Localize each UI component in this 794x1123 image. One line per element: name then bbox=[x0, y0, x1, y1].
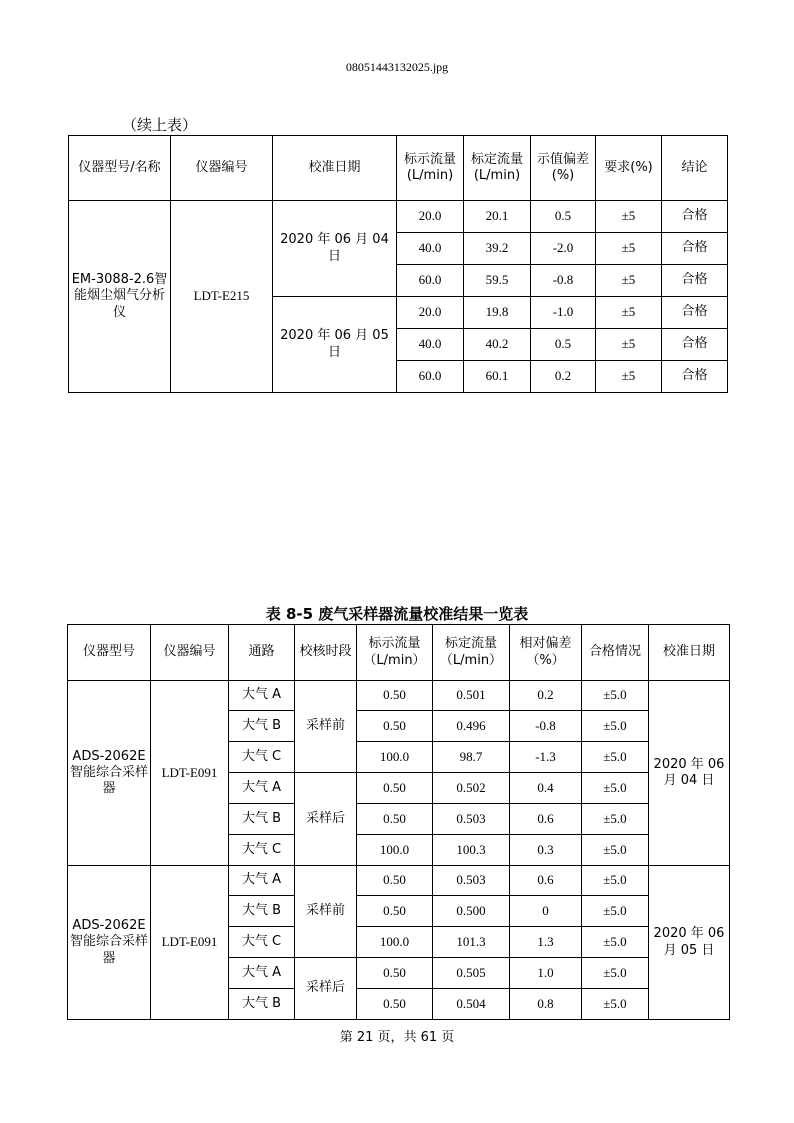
table-cell: 0.6 bbox=[510, 866, 582, 896]
t2-header-cell: 校核时段 bbox=[295, 625, 357, 681]
table-cell: 20.0 bbox=[397, 297, 464, 329]
table-cell: 0.502 bbox=[433, 773, 510, 804]
t1-header-cell: 仪器编号 bbox=[171, 136, 273, 201]
table-cell: 大气 B bbox=[229, 896, 295, 927]
table-cell: 40.2 bbox=[464, 329, 531, 361]
table-cell: 0 bbox=[510, 896, 582, 927]
instrument-model: EM-3088-2.6智能烟尘烟气分析仪 bbox=[69, 201, 171, 393]
t1-header-cell: 结论 bbox=[662, 136, 728, 201]
table-cell: -2.0 bbox=[531, 233, 596, 265]
table-cell: 大气 A bbox=[229, 681, 295, 711]
instrument-model: ADS-2062E智能综合采样器 bbox=[68, 681, 151, 866]
table-cell: 40.0 bbox=[397, 233, 464, 265]
page-footer: 第 21 页，共 61 页 bbox=[339, 1030, 455, 1045]
table-cell: 大气 A bbox=[229, 958, 295, 989]
table-cell: 合格 bbox=[662, 201, 728, 233]
table-cell: 0.501 bbox=[433, 681, 510, 711]
table-cell: ±5 bbox=[596, 361, 662, 393]
table-cell: ±5 bbox=[596, 329, 662, 361]
table-cell: ±5.0 bbox=[582, 927, 649, 958]
table-cell: 0.500 bbox=[433, 896, 510, 927]
table2-title: 表 8-5 废气采样器流量校准结果一览表 bbox=[265, 605, 529, 623]
table1-header-row bbox=[69, 136, 728, 201]
table-cell: 0.3 bbox=[510, 835, 582, 866]
table-cell: 大气 B bbox=[229, 804, 295, 835]
table-cell: 1.3 bbox=[510, 927, 582, 958]
calibration-date: 2020 年 06 月 05 日 bbox=[273, 297, 397, 393]
table-cell: -1.0 bbox=[531, 297, 596, 329]
t1-header-cell: 示值偏差(%) bbox=[531, 136, 596, 201]
t2-header-cell: 相对偏差（%） bbox=[510, 625, 582, 681]
calibration-date: 2020 年 06 月 05 日 bbox=[649, 866, 730, 1020]
t1-header-cell: 要求(%) bbox=[596, 136, 662, 201]
table-cell: 60.0 bbox=[397, 265, 464, 297]
table-cell: -0.8 bbox=[531, 265, 596, 297]
table2-header-row bbox=[68, 625, 730, 681]
table-cell: 大气 A bbox=[229, 773, 295, 804]
table-cell: 大气 C bbox=[229, 835, 295, 866]
table-cell: 大气 B bbox=[229, 711, 295, 742]
table-cell: 0.6 bbox=[510, 804, 582, 835]
table-cell: ±5 bbox=[596, 297, 662, 329]
instrument-calibration-table bbox=[68, 135, 728, 393]
table-cell: 大气 B bbox=[229, 989, 295, 1020]
table-cell: 大气 C bbox=[229, 742, 295, 773]
t2-header-cell: 标定流量（L/min） bbox=[433, 625, 510, 681]
table-cell: 0.5 bbox=[531, 201, 596, 233]
table-cell: 0.503 bbox=[433, 804, 510, 835]
table-cell: 0.8 bbox=[510, 989, 582, 1020]
t2-header-cell: 标示流量（L/min） bbox=[357, 625, 433, 681]
table-cell: 0.503 bbox=[433, 866, 510, 896]
table-cell: 合格 bbox=[662, 361, 728, 393]
table-cell: 100.0 bbox=[357, 927, 433, 958]
table-cell: 0.50 bbox=[357, 804, 433, 835]
table-cell: 合格 bbox=[662, 233, 728, 265]
table-cell: 60.0 bbox=[397, 361, 464, 393]
t1-header-cell: 仪器型号/名称 bbox=[69, 136, 171, 201]
table-cell: 60.1 bbox=[464, 361, 531, 393]
table-cell: 1.0 bbox=[510, 958, 582, 989]
table-cell: 合格 bbox=[662, 265, 728, 297]
check-period: 采样后 bbox=[295, 958, 357, 1020]
table-cell: ±5 bbox=[596, 201, 662, 233]
table-row bbox=[69, 201, 728, 233]
calibration-date: 2020 年 06 月 04 日 bbox=[649, 681, 730, 866]
t2-header-cell: 合格情况 bbox=[582, 625, 649, 681]
table-cell: 20.1 bbox=[464, 201, 531, 233]
table-cell: 0.50 bbox=[357, 773, 433, 804]
t2-header-cell: 通路 bbox=[229, 625, 295, 681]
table-cell: 59.5 bbox=[464, 265, 531, 297]
instrument-number: LDT-E091 bbox=[151, 866, 229, 1020]
table-cell: ±5.0 bbox=[582, 711, 649, 742]
table-cell: 0.504 bbox=[433, 989, 510, 1020]
file-name: 08051443132025.jpg bbox=[345, 60, 449, 74]
instrument-number: LDT-E215 bbox=[171, 201, 273, 393]
table-cell: ±5.0 bbox=[582, 896, 649, 927]
table-cell: 0.50 bbox=[357, 711, 433, 742]
table-cell: 0.50 bbox=[357, 896, 433, 927]
table-cell: 大气 C bbox=[229, 927, 295, 958]
table-cell: ±5.0 bbox=[582, 989, 649, 1020]
table-cell: 0.505 bbox=[433, 958, 510, 989]
table-cell: 100.0 bbox=[357, 742, 433, 773]
table-cell: -0.8 bbox=[510, 711, 582, 742]
check-period: 采样前 bbox=[295, 681, 357, 773]
table-cell: ±5.0 bbox=[582, 804, 649, 835]
continued-label: （续上表） bbox=[122, 116, 198, 134]
t2-header-cell: 校准日期 bbox=[649, 625, 730, 681]
table-row bbox=[68, 866, 730, 896]
t1-header-cell: 标定流量(L/min) bbox=[464, 136, 531, 201]
table-cell: 0.5 bbox=[531, 329, 596, 361]
table-cell: 0.4 bbox=[510, 773, 582, 804]
table-cell: 20.0 bbox=[397, 201, 464, 233]
table-cell: 0.50 bbox=[357, 681, 433, 711]
table-cell: ±5.0 bbox=[582, 866, 649, 896]
table-cell: 0.50 bbox=[357, 866, 433, 896]
check-period: 采样后 bbox=[295, 773, 357, 866]
table-cell: ±5.0 bbox=[582, 773, 649, 804]
table-cell: ±5 bbox=[596, 233, 662, 265]
sampler-flow-calibration-table bbox=[67, 624, 730, 1020]
table-cell: 合格 bbox=[662, 297, 728, 329]
t1-header-cell: 校准日期 bbox=[273, 136, 397, 201]
table-cell: ±5.0 bbox=[582, 835, 649, 866]
table-row bbox=[68, 681, 730, 711]
table-cell: 大气 A bbox=[229, 866, 295, 896]
table-cell: 合格 bbox=[662, 329, 728, 361]
table-cell: 0.50 bbox=[357, 958, 433, 989]
table-cell: ±5.0 bbox=[582, 742, 649, 773]
table-cell: ±5.0 bbox=[582, 681, 649, 711]
t2-header-cell: 仪器型号 bbox=[68, 625, 151, 681]
table-cell: 0.2 bbox=[510, 681, 582, 711]
check-period: 采样前 bbox=[295, 866, 357, 958]
table-cell: 0.50 bbox=[357, 989, 433, 1020]
table-cell: -1.3 bbox=[510, 742, 582, 773]
t2-header-cell: 仪器编号 bbox=[151, 625, 229, 681]
instrument-number: LDT-E091 bbox=[151, 681, 229, 866]
table-cell: 40.0 bbox=[397, 329, 464, 361]
table-cell: ±5.0 bbox=[582, 958, 649, 989]
table-cell: 100.0 bbox=[357, 835, 433, 866]
table-cell: ±5 bbox=[596, 265, 662, 297]
table-cell: 0.2 bbox=[531, 361, 596, 393]
table-cell: 100.3 bbox=[433, 835, 510, 866]
table-cell: 0.496 bbox=[433, 711, 510, 742]
table-cell: 19.8 bbox=[464, 297, 531, 329]
instrument-model: ADS-2062E智能综合采样器 bbox=[68, 866, 151, 1020]
t1-header-cell: 标示流量(L/min) bbox=[397, 136, 464, 201]
calibration-date: 2020 年 06 月 04 日 bbox=[273, 201, 397, 297]
table-cell: 98.7 bbox=[433, 742, 510, 773]
table-cell: 39.2 bbox=[464, 233, 531, 265]
table-cell: 101.3 bbox=[433, 927, 510, 958]
